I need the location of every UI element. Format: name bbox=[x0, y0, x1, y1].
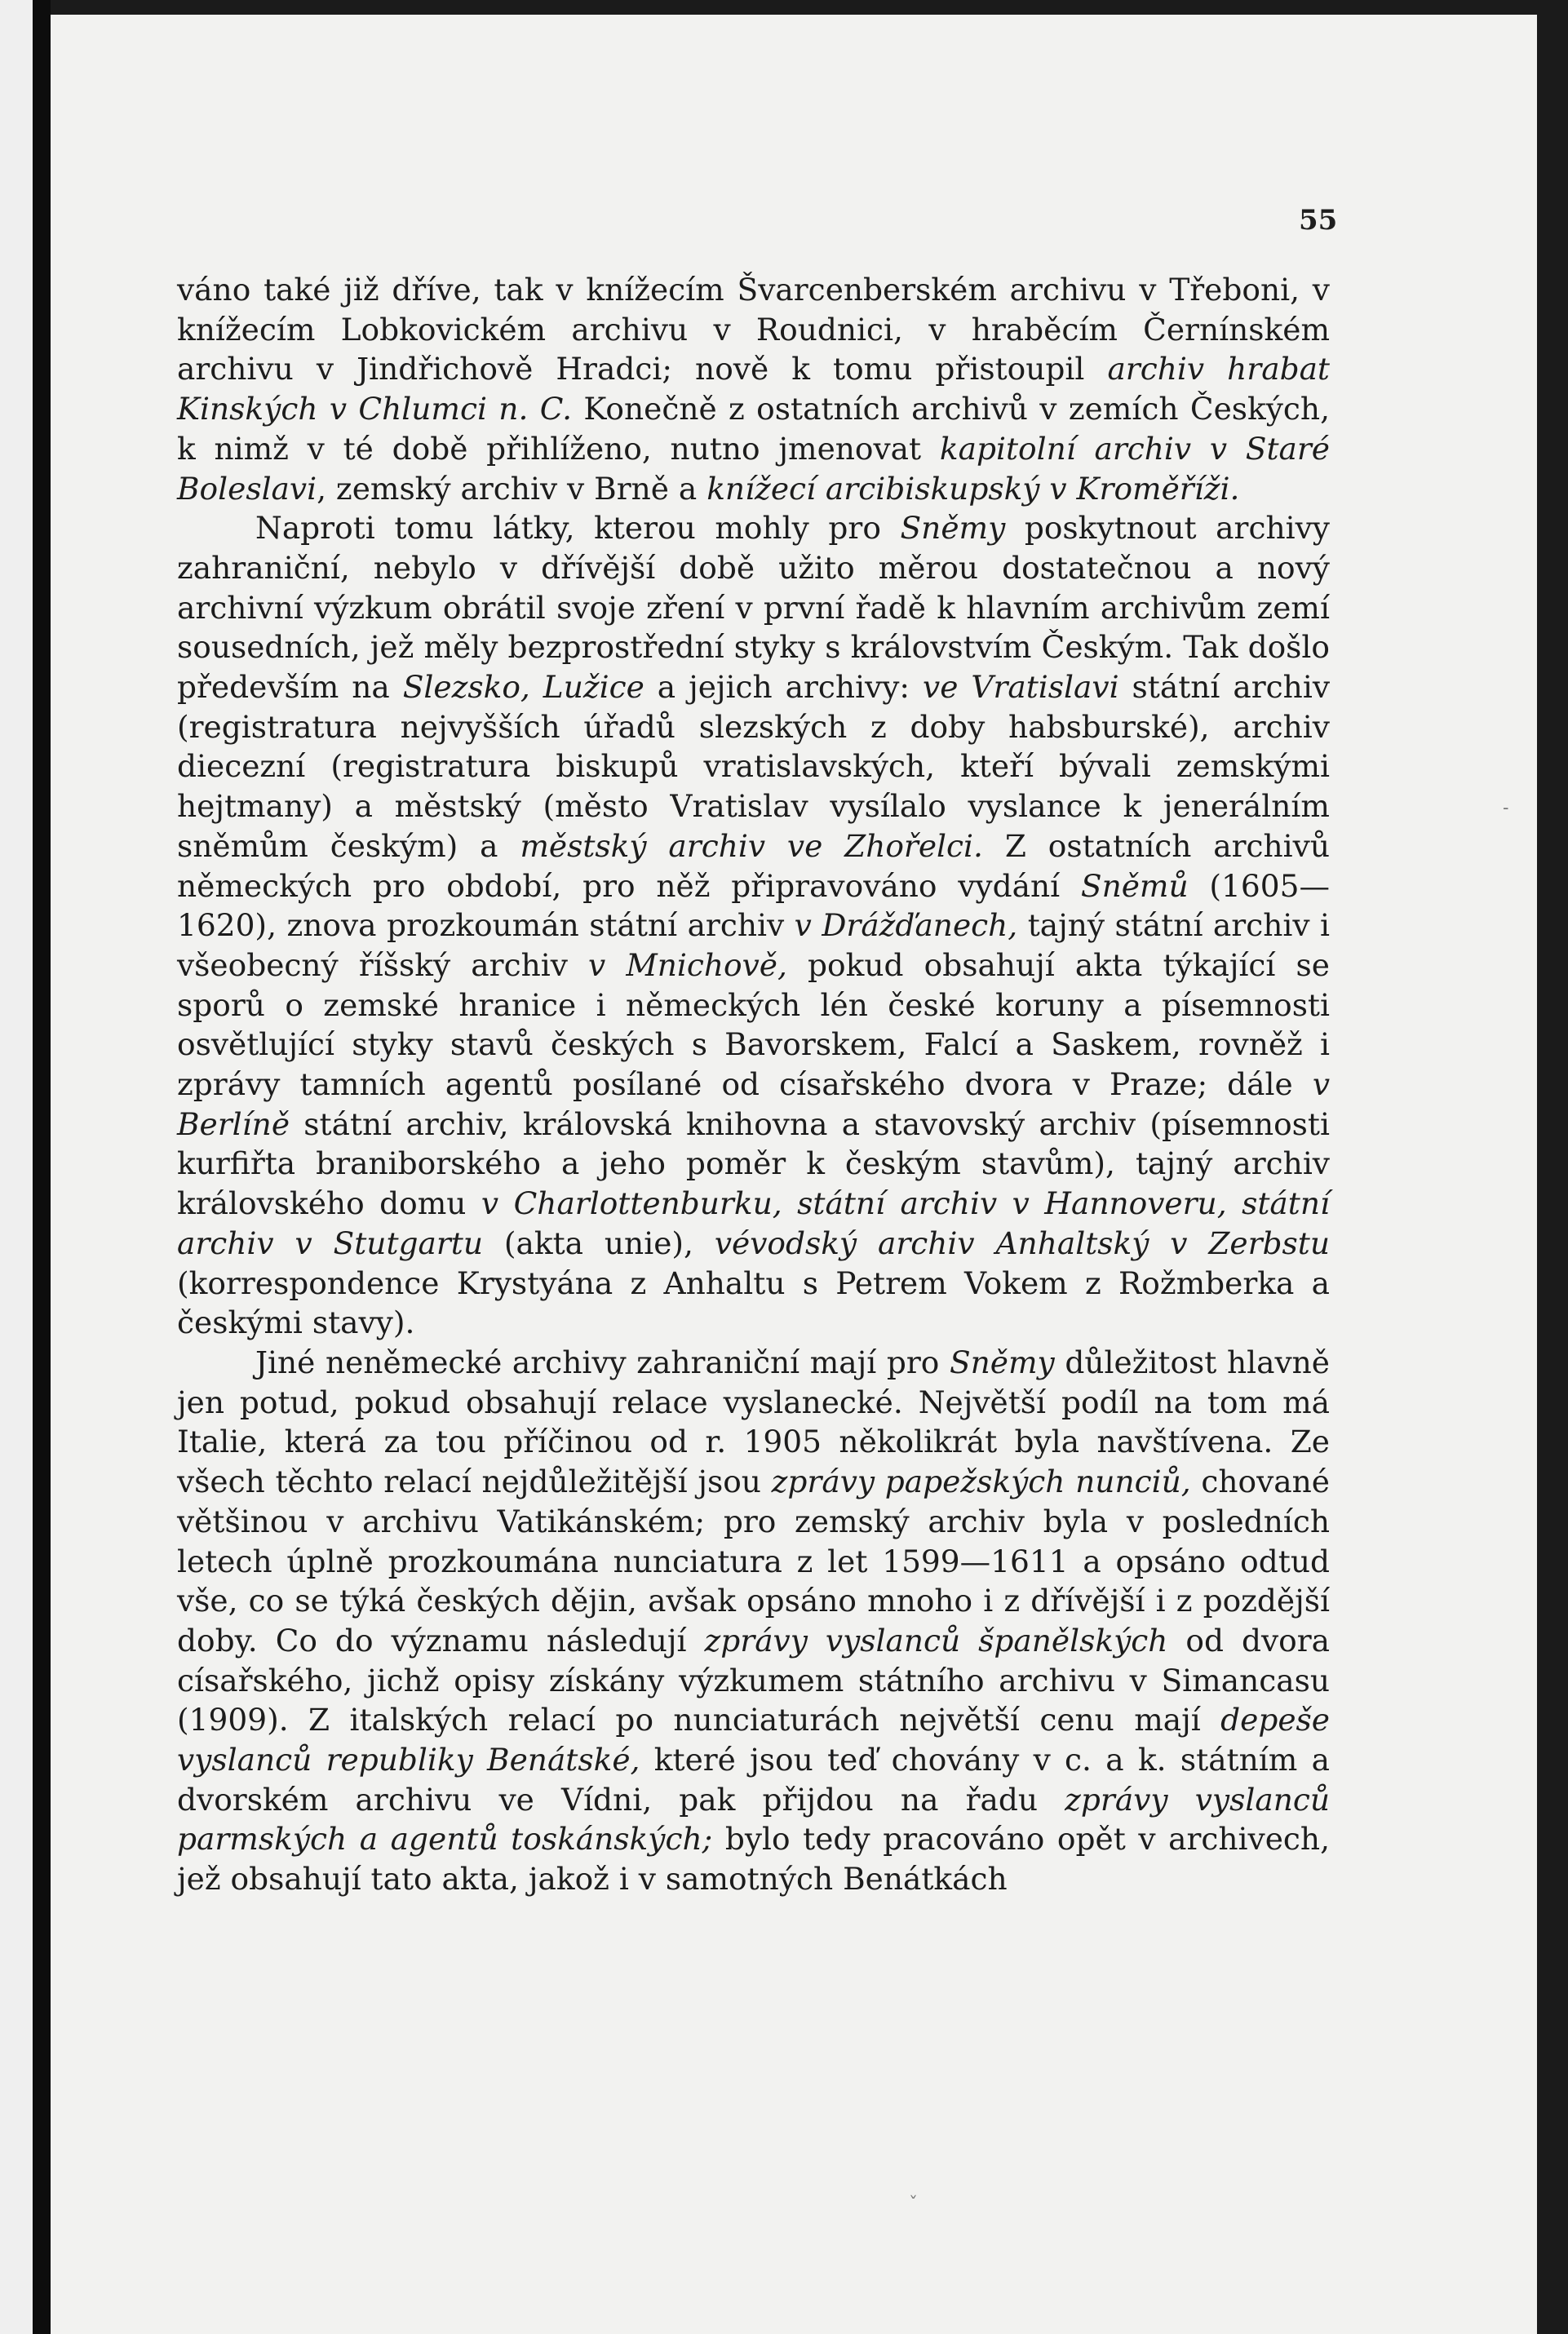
text-run: Naproti tomu látky, kterou mohly pro bbox=[255, 510, 901, 547]
text-run-italic: městský archiv ve Zhořelci. bbox=[520, 827, 983, 864]
text-run-italic: v Mnichově, bbox=[588, 946, 787, 983]
text-run: chované většinou v archivu Vatikánském; pro zemský archiv byla v posledních letech úplně prozkoumána nunciatura z let 1599—1611 a opsáno odtud vše, co se týká českých dějin, avšak opsáno mnoho i z dřívější i z pozdější doby. Co do významu následují bbox=[177, 1464, 1331, 1659]
text-run-italic: v Drážďanech, bbox=[794, 907, 1018, 944]
paragraph-2 bbox=[177, 508, 1330, 1343]
text-run-italic: zprávy vyslanců španělských bbox=[704, 1622, 1168, 1659]
text-run: tajný státní archiv i všeobecný říšský archiv bbox=[177, 907, 1330, 983]
text-run: a jejich archivy: bbox=[644, 669, 924, 706]
text-run-italic: vévodský archiv Anhaltský v Zerbstu bbox=[714, 1225, 1330, 1261]
text-run-italic: zprávy papežských nunciů, bbox=[771, 1464, 1191, 1500]
text-run-italic: Sněmy bbox=[949, 1344, 1055, 1380]
text-run: (akta unie), bbox=[483, 1225, 715, 1261]
text-run: (korrespondence Krystyána z Anhaltu s Petrem Vokem z Rožmberka a českými stavy). bbox=[177, 1264, 1330, 1341]
paragraph-1 bbox=[177, 270, 1330, 508]
text-run-italic: v Charlottenburku, státní archiv v Hannoveru, státní archiv v Stutgartu bbox=[177, 1185, 1330, 1261]
page-number: 55 bbox=[1299, 204, 1338, 237]
text-run: pokud obsahují akta týkající se sporů o zemské hranice i německých lén české koruny a písemnosti osvětlující styky stavů českých s Bavorskem, Falcí a Saskem, rovněž i zprávy tamních agentů posílané od císařského dvora v Praze; dále bbox=[177, 946, 1330, 1103]
paragraph-3 bbox=[177, 1343, 1330, 1899]
text-run: důležitost hlavně jen potud, pokud obsahují relace vyslanecké. Největší podíl na tom má Italie, která za tou příčinou od r. 1905 několikrát byla navštívena. Ze všech těchto relací nejdůležitější jsou bbox=[177, 1344, 1330, 1500]
text-run-italic: depeše vyslanců republiky Benátské, bbox=[177, 1702, 1330, 1778]
body-text bbox=[177, 270, 1330, 1899]
text-run: bylo tedy pracováno opět v archivech, jež obsahují tato akta, jakož i v samotných Benátkách bbox=[177, 1821, 1330, 1898]
text-run: státní archiv (registratura nejvyšších úřadů slezských z doby habsburské), archiv diecezní (registratura biskupů vratislavských, kteří bývali zemskými hejtmany) a městský (město Vratislav vysílalo vyslance k jenerálním sněmům českým) a bbox=[177, 669, 1330, 864]
text-run: které jsou teď chovány v c. a k. státním a dvorském archivu ve Vídni, pak přijdou na řadu bbox=[177, 1742, 1330, 1818]
text-run: poskytnout archivy zahraniční, nebylo v dřívější době užito měrou dostatečnou a nový archivní výzkum obrátil svoje zření v první řadě k hlavním archivům zemí sousedních, jež měly bezprostřední styky s královstvím Českým. Tak došlo především na bbox=[177, 510, 1330, 706]
text-run: váno také již dříve, tak v knížecím Švarcenberském archivu v Třeboni, v knížecím Lobkovickém archivu v Roudnici, v hraběcím Černínském archivu v Jindřichově Hradci; nově k tomu přistoupil bbox=[177, 272, 1330, 388]
text-run-italic: knížecí arcibiskupský v Kroměříži. bbox=[706, 470, 1240, 507]
text-run: Jiné neněmecké archivy zahraniční mají pro bbox=[255, 1344, 950, 1380]
text-run: , zemský archiv v Brně a bbox=[317, 470, 707, 507]
text-run-italic: archiv hrabat Kinských v Chlumci n. C. bbox=[177, 351, 1330, 427]
text-run-italic: kapitolní archiv v Staré Boleslavi bbox=[177, 430, 1330, 507]
text-run-italic: ve Vratislavi bbox=[923, 669, 1119, 706]
text-run-italic: v Berlíně bbox=[177, 1066, 1330, 1142]
text-run-italic: zprávy vyslanců parmských a agentů toskánských; bbox=[177, 1781, 1331, 1858]
text-run-italic: Slezsko, Lužice bbox=[402, 669, 644, 706]
text-run-italic: Sněmů bbox=[1080, 867, 1189, 904]
paper-speck: - bbox=[1503, 798, 1509, 818]
text-run: Konečně z ostatních archivů v zemích Českých, k nimž v té době přihlíženo, nutno jmenovat bbox=[177, 391, 1330, 467]
page-gutter bbox=[33, 0, 51, 2334]
text-run: od dvora císařského, jichž opisy získány výzkumem státního archivu v Simancasu (1909). Z italských relací po nunciaturách největší cenu mají bbox=[177, 1622, 1330, 1738]
text-run: státní archiv, královská knihovna a stavovský archiv (písemnosti kurfiřta braniborského a jeho poměr k českým stavům), tajný archiv královského domu bbox=[177, 1105, 1330, 1222]
text-run: (1605—1620), znova prozkoumán státní archiv bbox=[177, 867, 1330, 944]
book-page bbox=[51, 15, 1537, 2334]
text-run-italic: Sněmy bbox=[900, 510, 1006, 547]
text-run: Z ostatních archivů německých pro období, pro něž připravováno vydání bbox=[177, 827, 1330, 904]
paper-speck: ˇ bbox=[909, 2194, 918, 2215]
